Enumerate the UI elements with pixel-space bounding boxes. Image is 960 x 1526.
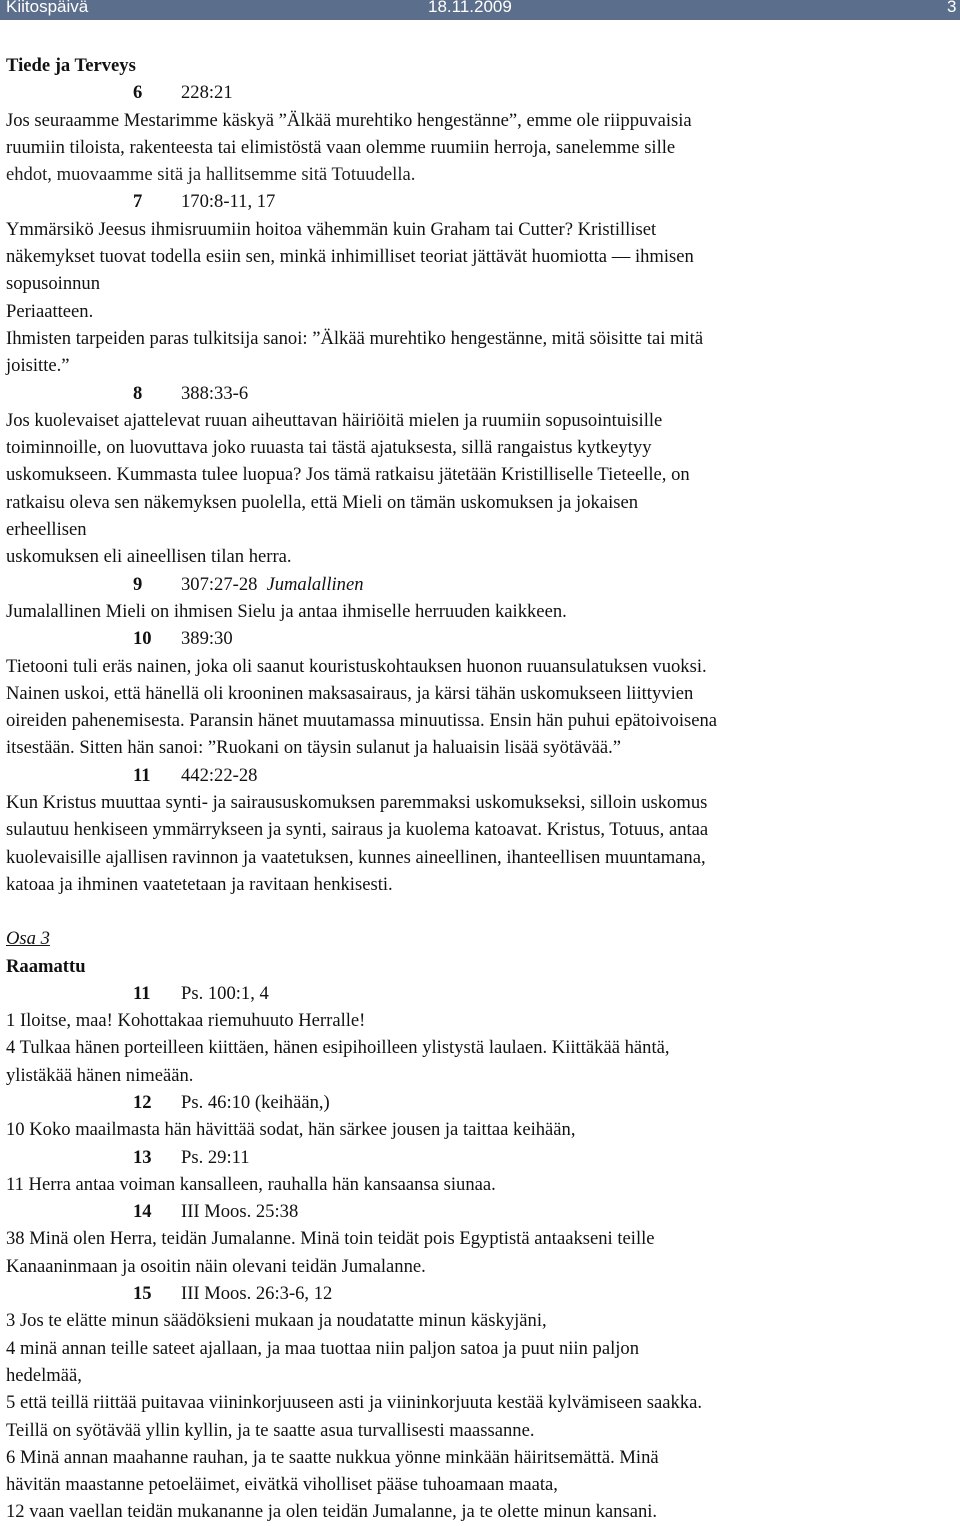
citation-b11 xyxy=(6,980,906,1007)
citation-ref: 388:33-6 xyxy=(181,382,249,404)
header-date: 18.11.2009 xyxy=(428,0,512,16)
citation-number: 10 xyxy=(133,628,152,650)
verse-line: 1 Iloitse, maa! Kohottakaa riemuhuuto Herralle! xyxy=(6,1010,366,1032)
citation-number: 8 xyxy=(133,382,143,404)
text-line: Ihmisten tarpeiden paras tulkitsija sanoi: ”Älkää murehtiko hengestänne, mitä söisitte tai mitä xyxy=(6,327,704,349)
citation-number: 13 xyxy=(133,1146,152,1168)
section-heading-science-health: Tiede ja Terveys xyxy=(6,55,136,76)
verse-line: 3 Jos te elätte minun säädöksieni mukaan ja noudatatte minun käskyjäni, xyxy=(6,1310,547,1332)
verse-line: 12 vaan vaellan teidän mukananne ja olen teidän Jumalanne, ja te olette minun kansani. xyxy=(6,1501,658,1523)
document-body xyxy=(6,52,906,1526)
text-line: joisitte.” xyxy=(6,355,70,377)
text-line: Jos kuolevaiset ajattelevat ruuan aiheuttavan häiriöitä mielen ja ruumiin sopusointuisille xyxy=(6,409,663,431)
citation-b15 xyxy=(6,1280,906,1307)
citation-b13 xyxy=(6,1144,906,1171)
verse-line: 11 Herra antaa voiman kansalleen, rauhalla hän kansaansa siunaa. xyxy=(6,1173,496,1195)
text-line: uskomukseen. Kummasta tulee luopua? Jos tämä ratkaisu jätetään Kristilliselle Tieteelle, on xyxy=(6,464,690,486)
citation-number: 15 xyxy=(133,1283,152,1305)
text-line: ratkaisu oleva sen näkemyksen puolella, että Mieli on tämän uskomuksen ja jokaisen xyxy=(6,491,639,513)
verse-line: Teillä on syötävää yllin kyllin, ja te saatte asua turvallisesti maassanne. xyxy=(6,1419,535,1441)
citation-ref: 307:27-28 xyxy=(181,573,258,595)
verse-line: 4 minä annan teille sateet ajallaan, ja maa tuottaa niin paljon satoa ja puut niin paljon xyxy=(6,1337,640,1359)
citation-ref: 389:30 xyxy=(181,628,233,650)
verse-line: hedelmää, xyxy=(6,1364,82,1386)
citation-ref: Ps. 46:10 (keihään,) xyxy=(181,1091,330,1113)
citation-11 xyxy=(6,762,906,789)
text-line: Ymmärsikö Jeesus ihmisruumiin hoitoa vähemmän kuin Graham tai Cutter? Kristilliset xyxy=(6,218,657,240)
citation-number: 7 xyxy=(133,191,143,213)
citation-b14 xyxy=(6,1198,906,1225)
citation-number: 14 xyxy=(133,1201,152,1223)
text-line: katoaa ja ihminen vaatetetaan ja ravitaan henkisesti. xyxy=(6,873,393,895)
spacer xyxy=(6,898,906,925)
citation-ref: III Moos. 25:38 xyxy=(181,1201,299,1223)
text-line: Nainen uskoi, että hänellä oli krooninen maksasairaus, ja kärsi tähän uskomukseen liittyvien xyxy=(6,682,694,704)
citation-9 xyxy=(6,571,906,598)
citation-number: 11 xyxy=(133,764,151,786)
citation-6 xyxy=(6,79,906,106)
page-header xyxy=(0,0,960,20)
citation-ref: Ps. 29:11 xyxy=(181,1146,250,1168)
citation-7 xyxy=(6,188,906,215)
verse-line: 6 Minä annan maahanne rauhan, ja te saatte nukkua yönne minkään häiritsemättä. Minä xyxy=(6,1446,659,1468)
verse-line: 4 Tulkaa hänen porteilleen kiittäen, hänen esipihoilleen ylistystä laulaen. Kiittäkää häntä, xyxy=(6,1037,670,1059)
citation-ref: 228:21 xyxy=(181,82,233,104)
text-line: oireiden pahenemisesta. Paransin hänet muutamassa minuutissa. Ensin hän puhui epätoivoisena xyxy=(6,710,718,732)
verse-line: 10 Koko maailmasta hän hävittää sodat, hän särkee jousen ja taittaa keihään, xyxy=(6,1119,576,1141)
citation-number: 12 xyxy=(133,1091,152,1113)
header-page-number: 3 xyxy=(947,0,957,16)
citation-ref: Ps. 100:1, 4 xyxy=(181,982,269,1004)
citation-ref: 170:8-11, 17 xyxy=(181,191,276,213)
citation-number: 9 xyxy=(133,573,143,595)
text-line: sulautuu henkiseen ymmärrykseen ja synti, sairaus ja kuolema katoavat. Kristus, Totuus, antaa xyxy=(6,819,709,841)
verse-line: Kanaaninmaan ja osoitin näin olevani teidän Jumalanne. xyxy=(6,1255,426,1277)
verse-line: hävitän maastanne petoeläimet, eivätkä viholliset pääse tuhoamaan maata, xyxy=(6,1474,558,1496)
citation-10 xyxy=(6,625,906,652)
verse-line: 5 että teillä riittää puitavaa viininkorjuuseen asti ja viininkorjuuta kestää kylvämiseen saakka. xyxy=(6,1392,703,1414)
citation-ref: 442:22-28 xyxy=(181,764,258,786)
text-line: Periaatteen. xyxy=(6,300,94,322)
text-line: Kun Kristus muuttaa synti- ja sairaususkomuksen paremmaksi uskomukseksi, silloin uskomus xyxy=(6,792,708,814)
citation-8 xyxy=(6,380,906,407)
text-line: ruumiin tiloista, rakenteesta tai elimistöstä vaan olemme ruumiin herroja, sanelemme sille xyxy=(6,136,676,158)
verse-line: ylistäkää hänen nimeään. xyxy=(6,1064,194,1086)
text-line: erheellisen xyxy=(6,519,87,541)
citation-extra: Jumalallinen xyxy=(266,573,364,595)
part-link[interactable]: Osa 3 xyxy=(6,928,50,950)
text-line: sopusoinnun xyxy=(6,273,101,295)
text-line: ehdot, muovaamme sitä ja hallitsemme sitä Totuudella. xyxy=(6,164,416,186)
citation-ref: III Moos. 26:3-6, 12 xyxy=(181,1283,333,1305)
header-title: Kiitospäivä xyxy=(6,0,89,16)
citation-number: 6 xyxy=(133,82,143,104)
citation-number: 11 xyxy=(133,982,151,1004)
text-line: Jumalallinen Mieli on ihmisen Sielu ja antaa ihmiselle herruuden kaikkeen. xyxy=(6,600,567,622)
text-line: Tietooni tuli eräs nainen, joka oli saanut kouristuskohtauksen huonon ruuansulatuksen vuoksi. xyxy=(6,655,707,677)
verse-line: 38 Minä olen Herra, teidän Jumalanne. Minä toin teidät pois Egyptistä antaakseni teille xyxy=(6,1228,655,1250)
section-heading-bible: Raamattu xyxy=(6,955,86,977)
text-line: kuolevaisille ajallisen ravinnon ja vaatetuksen, kunnes aineellinen, ihanteellisen muuntamana, xyxy=(6,846,706,868)
text-line: uskomuksen eli aineellisen tilan herra. xyxy=(6,546,292,568)
text-line: toiminnoille, on luovuttava joko ruuasta tai tästä ajatuksesta, sillä rangaistus kytkeytyy xyxy=(6,437,652,459)
text-line: Jos seuraamme Mestarimme käskyä ”Älkää murehtiko hengestänne”, emme ole riippuvaisia xyxy=(6,109,692,131)
citation-b12 xyxy=(6,1089,906,1116)
text-line: näkemykset tuovat todella esiin sen, minkä inhimilliset teoriat jättävät huomiotta — ihmisen xyxy=(6,246,694,268)
text-line: itsestään. Sitten hän sanoi: ”Ruokani on täysin sulanut ja haluaisin lisää syötävää.” xyxy=(6,737,622,759)
